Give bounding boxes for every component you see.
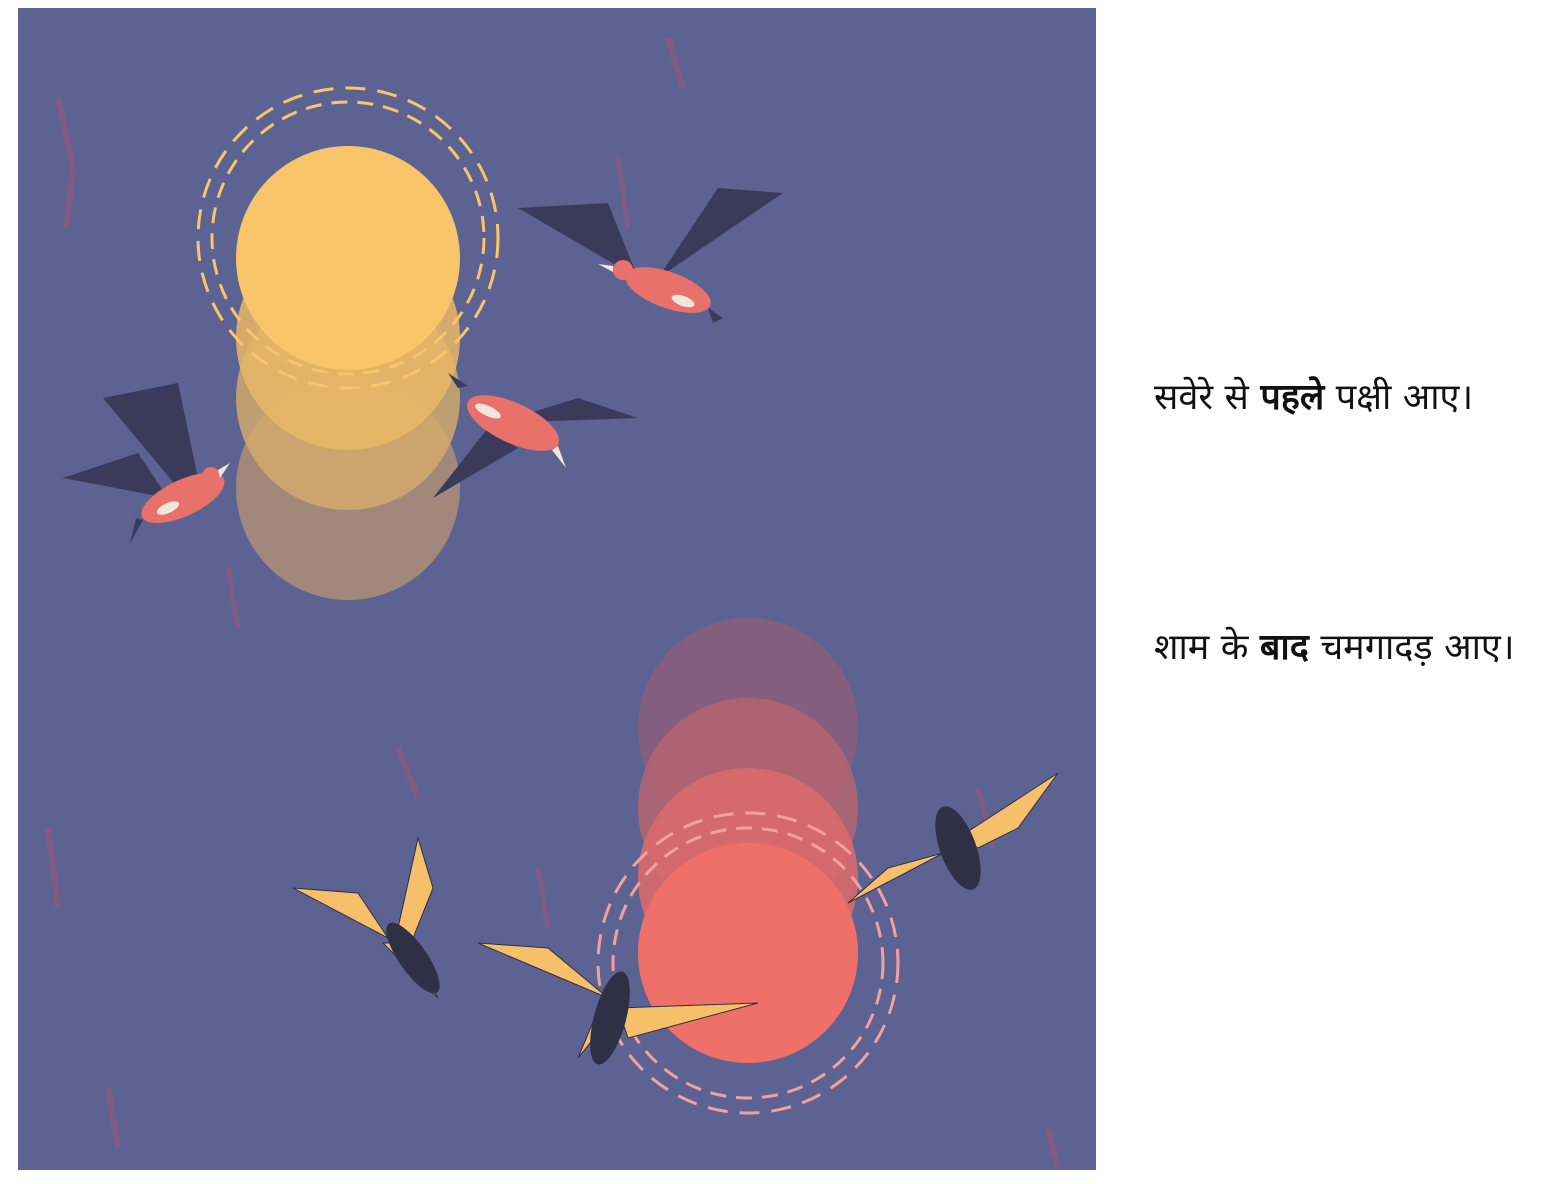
illustration-canvas	[18, 8, 1096, 1170]
sentence-2-emphasis: बाद	[1259, 627, 1309, 668]
sentence-1-after: पक्षी आए।	[1324, 377, 1474, 418]
night-sky	[18, 8, 1096, 1170]
sentence-bats-after-dusk	[1154, 616, 1524, 680]
story-text-panel	[1154, 0, 1546, 1184]
sentence-1-before: सवेरे से	[1154, 377, 1261, 418]
sentence-2-before: शाम के	[1154, 627, 1260, 668]
sentence-1-emphasis: पहले	[1260, 377, 1325, 418]
sentence-2-after: चमगादड़ आए।	[1308, 627, 1515, 668]
sentence-birds-before-dawn	[1154, 366, 1473, 430]
story-illustration	[18, 8, 1096, 1170]
